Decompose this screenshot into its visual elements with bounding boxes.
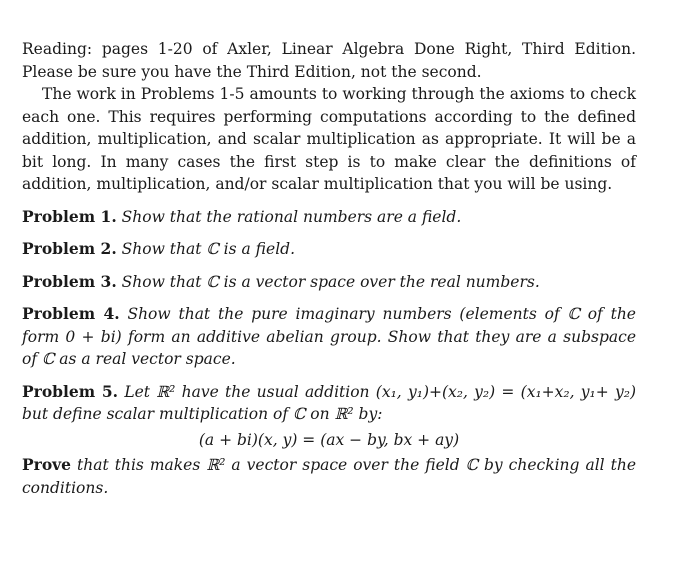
problem-5-text: Let ℝ² have the usual addition (x₁, y₁)+(x₂, y₂) = (x₁+x₂, y₁+ y₂) but define scalar multiplication of ℂ on ℝ² by: [22, 382, 636, 423]
document-page [22, 38, 636, 499]
problem-1-text: Show that the rational numbers are a field. [121, 207, 462, 226]
problem-4-text: Show that the pure imaginary numbers (elements of ℂ of the form 0 + bi) form an additive abelian group. Show that they are a subspace of ℂ as a real vector space. [22, 305, 636, 368]
prove-label: Prove [22, 455, 72, 474]
problem-2-text: Show that ℂ is a field. [121, 240, 295, 258]
problem-3-text: Show that ℂ is a vector space over the real numbers. [121, 272, 540, 291]
display-equation: (a + bi)(x, y) = (ax − by, bx + ay) [198, 430, 460, 449]
problem-4 [22, 303, 636, 371]
problem-5 [22, 381, 636, 426]
prove-statement [22, 454, 636, 499]
problem-4-label: Problem 4. [22, 304, 120, 323]
prove-text: that this makes ℝ² a vector space over the field ℂ by checking all the conditions. [22, 456, 636, 497]
problem-1-label: Problem 1. [22, 206, 117, 226]
problem-3 [22, 271, 636, 294]
problem-2-label: Problem 2. [22, 239, 117, 258]
problem-3-label: Problem 3. [22, 271, 117, 291]
reading-paragraph: Reading: pages 1-20 of Axler, Linear Algebra Done Right, Third Edition. Please be sure you have the Third Edition, not the second. [22, 40, 636, 81]
problem-5-label: Problem 5. [22, 381, 119, 401]
problem-2 [22, 238, 636, 261]
work-paragraph: The work in Problems 1-5 amounts to working through the axioms to check each one. This requires performing computations according to the defined addition, multiplication, and scalar multiplication as appropriate. It will be a bit long. In many cases the first step is to make clear the definitions of addition, multiplication, and/or scalar multiplication that you will be using. [22, 85, 636, 193]
problem-1 [22, 206, 636, 229]
